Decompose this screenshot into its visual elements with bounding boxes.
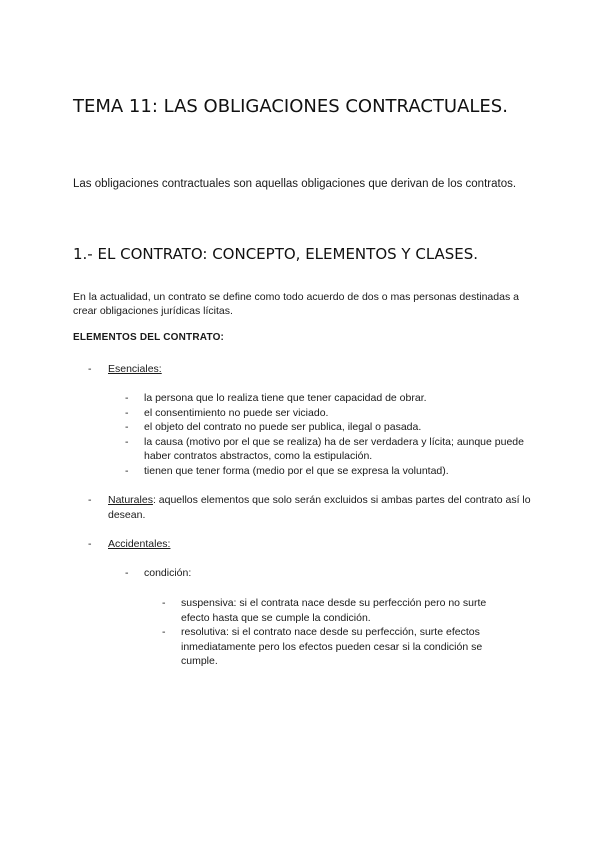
list-item: [125, 391, 525, 406]
dash-bullet: -: [125, 421, 129, 433]
naturales-label: Naturales: [108, 494, 153, 506]
condicion-items: [162, 596, 512, 669]
dash-bullet: -: [162, 626, 166, 638]
list-item: [88, 362, 533, 377]
esencial-item: la causa (motivo por el que se realiza) ha de ser verdadera y lícita; aunque puede haber contratos abstractos, como la estipulación.: [144, 435, 524, 462]
dash-bullet: -: [125, 406, 129, 419]
dash-bullet: -: [88, 538, 92, 550]
dash-bullet: -: [125, 435, 129, 448]
list-item: [162, 596, 512, 625]
list-item: [125, 435, 525, 464]
esenciales-label: Esenciales:: [108, 363, 162, 375]
intro-paragraph: Las obligaciones contractuales son aquellas obligaciones que derivan de los contratos.: [73, 178, 517, 190]
list-item: [162, 625, 512, 669]
accidentales-list: [88, 537, 533, 552]
section-paragraph: En la actualidad, un contrato se define como todo acuerdo de dos o mas personas destinadas a crear obligaciones jurídicas lícitas.: [73, 291, 519, 317]
list-item: [125, 566, 525, 581]
document-title: TEMA 11: LAS OBLIGACIONES CONTRACTUALES.: [73, 96, 508, 117]
condicion-list: [125, 566, 525, 581]
condicion-label: condición:: [144, 567, 192, 579]
dash-bullet: -: [125, 464, 129, 477]
list-item: [125, 406, 525, 421]
elements-subheading: ELEMENTOS DEL CONTRATO:: [73, 332, 225, 343]
condicion-item: suspensiva: si el contrata nace desde su perfección pero no surte efecto hasta que se cumple la condición.: [181, 597, 487, 624]
esenciales-items: [125, 391, 525, 478]
section-heading: 1.- EL CONTRATO: CONCEPTO, ELEMENTOS Y CLASES.: [73, 245, 479, 263]
dash-bullet: -: [125, 567, 129, 579]
dash-bullet: -: [88, 494, 92, 506]
esencial-item: el consentimiento no puede ser viciado.: [144, 406, 329, 419]
list-item: [125, 464, 525, 479]
dash-bullet: -: [162, 597, 166, 609]
esencial-item: el objeto del contrato no puede ser publica, ilegal o pasada.: [144, 421, 422, 433]
list-item: [125, 420, 525, 435]
esencial-item: tienen que tener forma (medio por el que se expresa la voluntad).: [144, 464, 449, 477]
list-item: [88, 537, 533, 552]
condicion-item: resolutiva: si el contrato nace desde su perfección, surte efectos inmediatamente pero los efectos pueden cesar si la condición se cumple.: [181, 626, 483, 667]
esenciales-list: [88, 362, 533, 377]
esencial-item: la persona que lo realiza tiene que tener capacidad de obrar.: [144, 392, 427, 404]
naturales-text: : aquellos elementos que solo serán excluidos si ambas partes del contrato así lo desean.: [108, 494, 531, 521]
list-item: [88, 493, 533, 522]
dash-bullet: -: [88, 363, 92, 375]
naturales-entry: [108, 493, 533, 522]
accidentales-label: Accidentales:: [108, 538, 171, 550]
dash-bullet: -: [125, 392, 129, 404]
naturales-list: [88, 493, 533, 522]
